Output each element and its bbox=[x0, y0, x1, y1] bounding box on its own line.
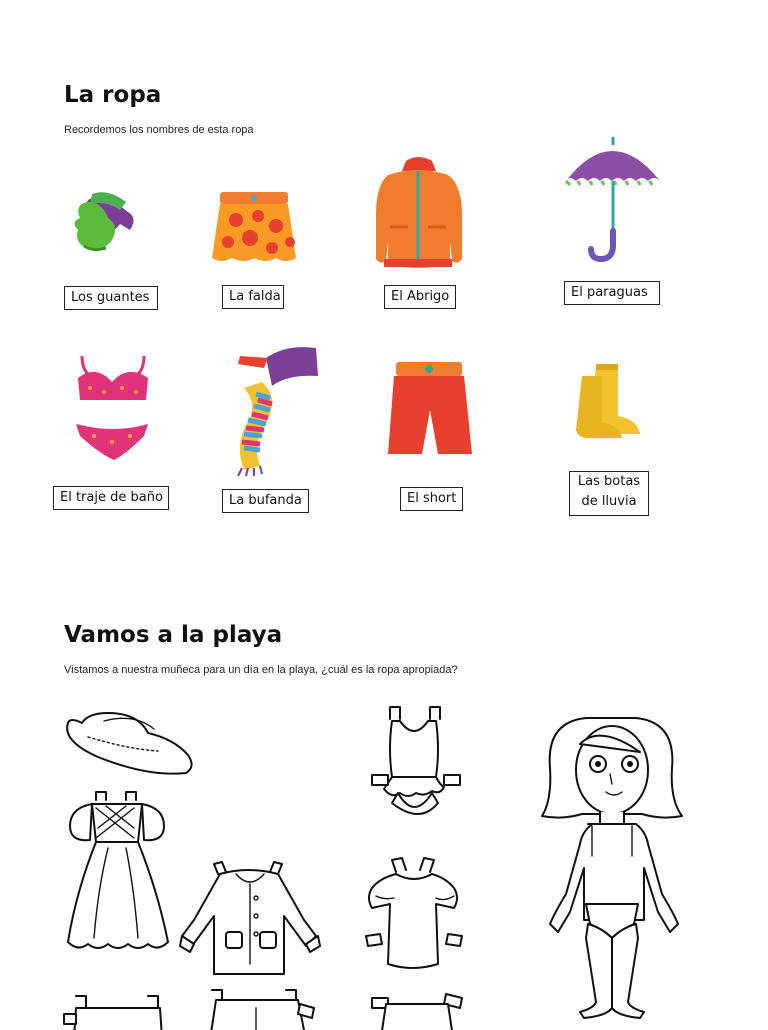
label-el-traje-de-bano: El traje de baño bbox=[53, 486, 169, 510]
coat-icon bbox=[370, 155, 466, 273]
scarf-icon bbox=[226, 342, 320, 478]
label-la-falda: La falda bbox=[222, 285, 284, 309]
label-los-guantes: Los guantes bbox=[64, 286, 158, 310]
cardigan-icon bbox=[180, 862, 320, 972]
shorts-cutout-icon bbox=[368, 990, 468, 1030]
princess-dress-icon bbox=[62, 792, 172, 962]
sun-hat-icon bbox=[64, 707, 194, 775]
label-botas-line2: de lluvia bbox=[581, 494, 637, 509]
skirt-cutout-icon bbox=[196, 986, 316, 1026]
section-title-vamos-a-la-playa: Vamos a la playa bbox=[64, 622, 283, 648]
bikini-icon bbox=[74, 354, 152, 464]
label-el-short: El short bbox=[400, 487, 463, 511]
label-el-paraguas: El paraguas bbox=[564, 281, 660, 305]
section-subtitle-la-ropa: Recordemos los nombres de esta ropa bbox=[64, 124, 254, 136]
label-las-botas-de-lluvia bbox=[569, 471, 649, 516]
rain-boots-icon bbox=[574, 362, 644, 444]
swimsuit-outline-icon bbox=[370, 705, 462, 831]
label-la-bufanda: La bufanda bbox=[222, 489, 309, 513]
pants-cutout-icon bbox=[64, 990, 174, 1030]
umbrella-icon bbox=[562, 137, 662, 263]
label-el-abrigo: El Abrigo bbox=[384, 285, 456, 309]
mittens-icon bbox=[70, 190, 142, 265]
section-subtitle-vamos-a-la-playa: Vistamos a nuestra muñeca para un día en la playa, ¿cuál es la ropa apropiada? bbox=[64, 664, 458, 676]
label-botas-line1: Las botas bbox=[577, 474, 641, 489]
skirt-icon bbox=[210, 192, 298, 264]
section-title-la-ropa: La ropa bbox=[64, 82, 162, 108]
doll-figure bbox=[530, 714, 690, 1024]
frilled-top-icon bbox=[366, 858, 462, 974]
shorts-icon bbox=[386, 360, 476, 456]
